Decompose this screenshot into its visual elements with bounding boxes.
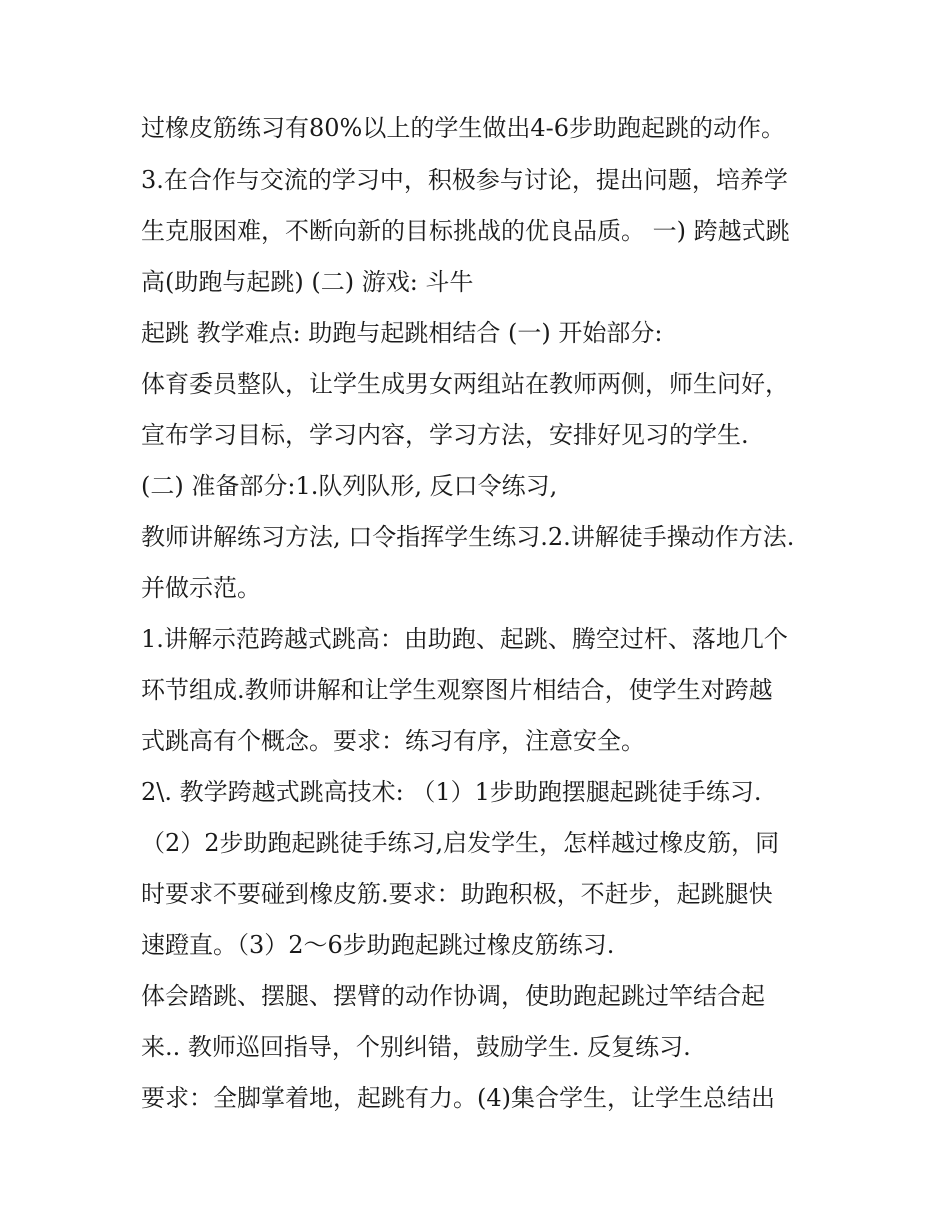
text-line: 生克服困难，不断向新的目标挑战的优良品质。 一) 跨越式跳 [141, 217, 790, 245]
text-line: 体育委员整队，让学生成男女两组站在教师两侧，师生问好， [141, 370, 789, 398]
text-line: 宣布学习目标，学习内容，学习方法，安排好见习的学生. [141, 421, 749, 449]
text-line: 要求：全脚掌着地，起跳有力。(4)集合学生，让学生总结出 [141, 1084, 775, 1112]
text-line: 起跳 教学难点: 助跑与起跳相结合 (一) 开始部分: [141, 319, 663, 347]
text-line: 并做示范。 [141, 574, 261, 602]
text-line: （2）2步助跑起跳徒手练习,启发学生，怎样越过橡皮筋，同 [141, 829, 780, 857]
text-line: 速蹬直。（3）2～6步助跑起跳过橡皮筋练习. [141, 931, 615, 959]
text-line: 教师讲解练习方法, 口令指挥学生练习.2.讲解徒手操动作方法. [141, 523, 795, 551]
text-line: 1.讲解示范跨越式跳高：由助跑、起跳、腾空过杆、落地几个 [141, 625, 788, 653]
text-line: 3.在合作与交流的学习中，积极参与讨论，提出问题，培养学 [141, 166, 788, 194]
text-line: 式跳高有个概念。要求：练习有序，注意安全。 [141, 727, 645, 755]
text-line: 来.. 教师巡回指导，个别纠错，鼓励学生. 反复练习. [141, 1033, 691, 1061]
text-line: (二) 准备部分:1.队列队形, 反口令练习, [141, 472, 558, 500]
text-line: 时要求不要碰到橡皮筋.要求：助跑积极，不赶步，起跳腿快 [141, 880, 773, 908]
text-line: 过橡皮筋练习有80%以上的学生做出4-6步助跑起跳的动作。 [141, 114, 785, 142]
text-line: 环节组成.教师讲解和让学生观察图片相结合，使学生对跨越 [141, 676, 773, 704]
text-line: 高(助跑与起跳) (二) 游戏: 斗牛 [141, 268, 474, 296]
text-line: 体会踏跳、摆腿、摆臂的动作协调，使助跑起跳过竿结合起 [141, 982, 765, 1010]
text-line: 2\. 教学跨越式跳高技术: （1）1步助跑摆腿起跳徒手练习. [141, 778, 762, 806]
